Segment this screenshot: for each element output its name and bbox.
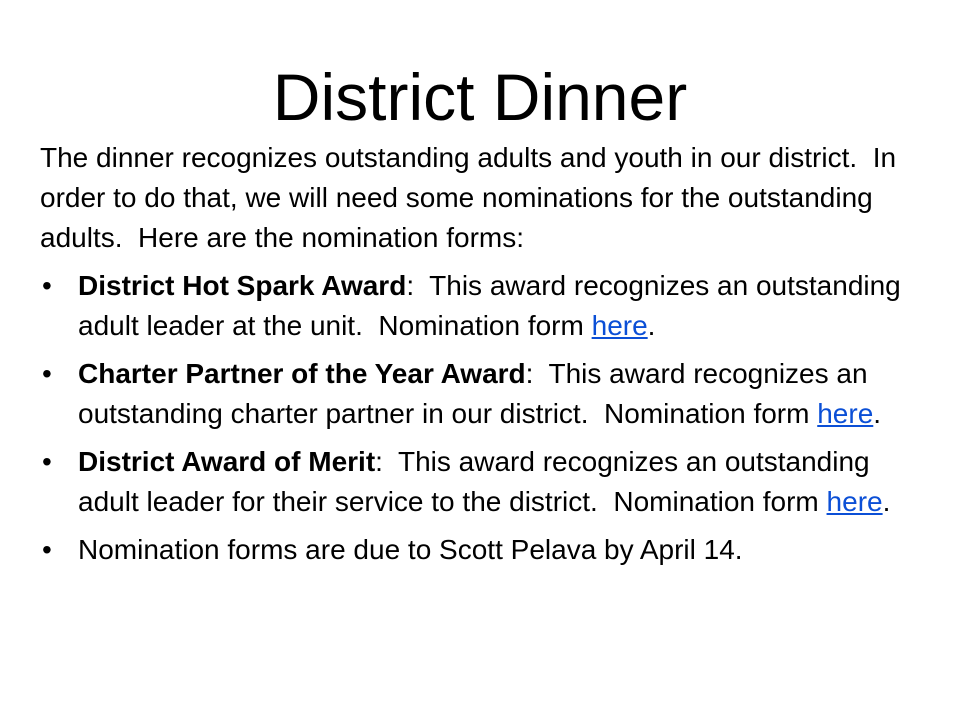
list-item-award-of-merit <box>40 442 930 522</box>
intro-paragraph: The dinner recognizes outstanding adults and youth in our district. In order to do that, we will need some nominations for the outstanding adults. Here are the nomination forms: <box>40 142 904 253</box>
award-list <box>40 266 930 570</box>
sentence-end: . <box>873 398 882 429</box>
award-description: This award recognizes an outstanding adult leader at the unit. Nomination form <box>78 270 909 341</box>
slide-body <box>40 138 930 578</box>
award-of-merit-nomination-link[interactable]: here <box>826 486 883 517</box>
award-name: District Hot Spark Award <box>78 270 407 301</box>
bullet-icon: • <box>42 534 52 565</box>
list-item-hot-spark-award <box>40 266 930 346</box>
award-name: Charter Partner of the Year Award <box>78 358 526 389</box>
bullet-icon: • <box>42 270 52 301</box>
award-colon: : <box>406 270 415 301</box>
sentence-end: . <box>882 486 891 517</box>
award-description: This award recognizes an outstanding adult leader for their service to the district. Nomination form <box>78 446 878 517</box>
award-colon: : <box>525 358 534 389</box>
sentence-end: . <box>647 310 656 341</box>
award-name: District Award of Merit <box>78 446 376 477</box>
list-item-charter-partner-award <box>40 354 930 434</box>
slide-title: District Dinner <box>272 60 688 134</box>
charter-partner-nomination-link[interactable]: here <box>817 398 874 429</box>
award-description: This award recognizes an outstanding charter partner in our district. Nomination form <box>78 358 876 429</box>
list-item-deadline <box>40 530 930 570</box>
hot-spark-nomination-link[interactable]: here <box>591 310 648 341</box>
award-colon: : <box>375 446 383 477</box>
bullet-icon: • <box>42 446 52 477</box>
deadline-text: Nomination forms are due to Scott Pelava by April 14. <box>78 534 743 565</box>
bullet-icon: • <box>42 358 52 389</box>
